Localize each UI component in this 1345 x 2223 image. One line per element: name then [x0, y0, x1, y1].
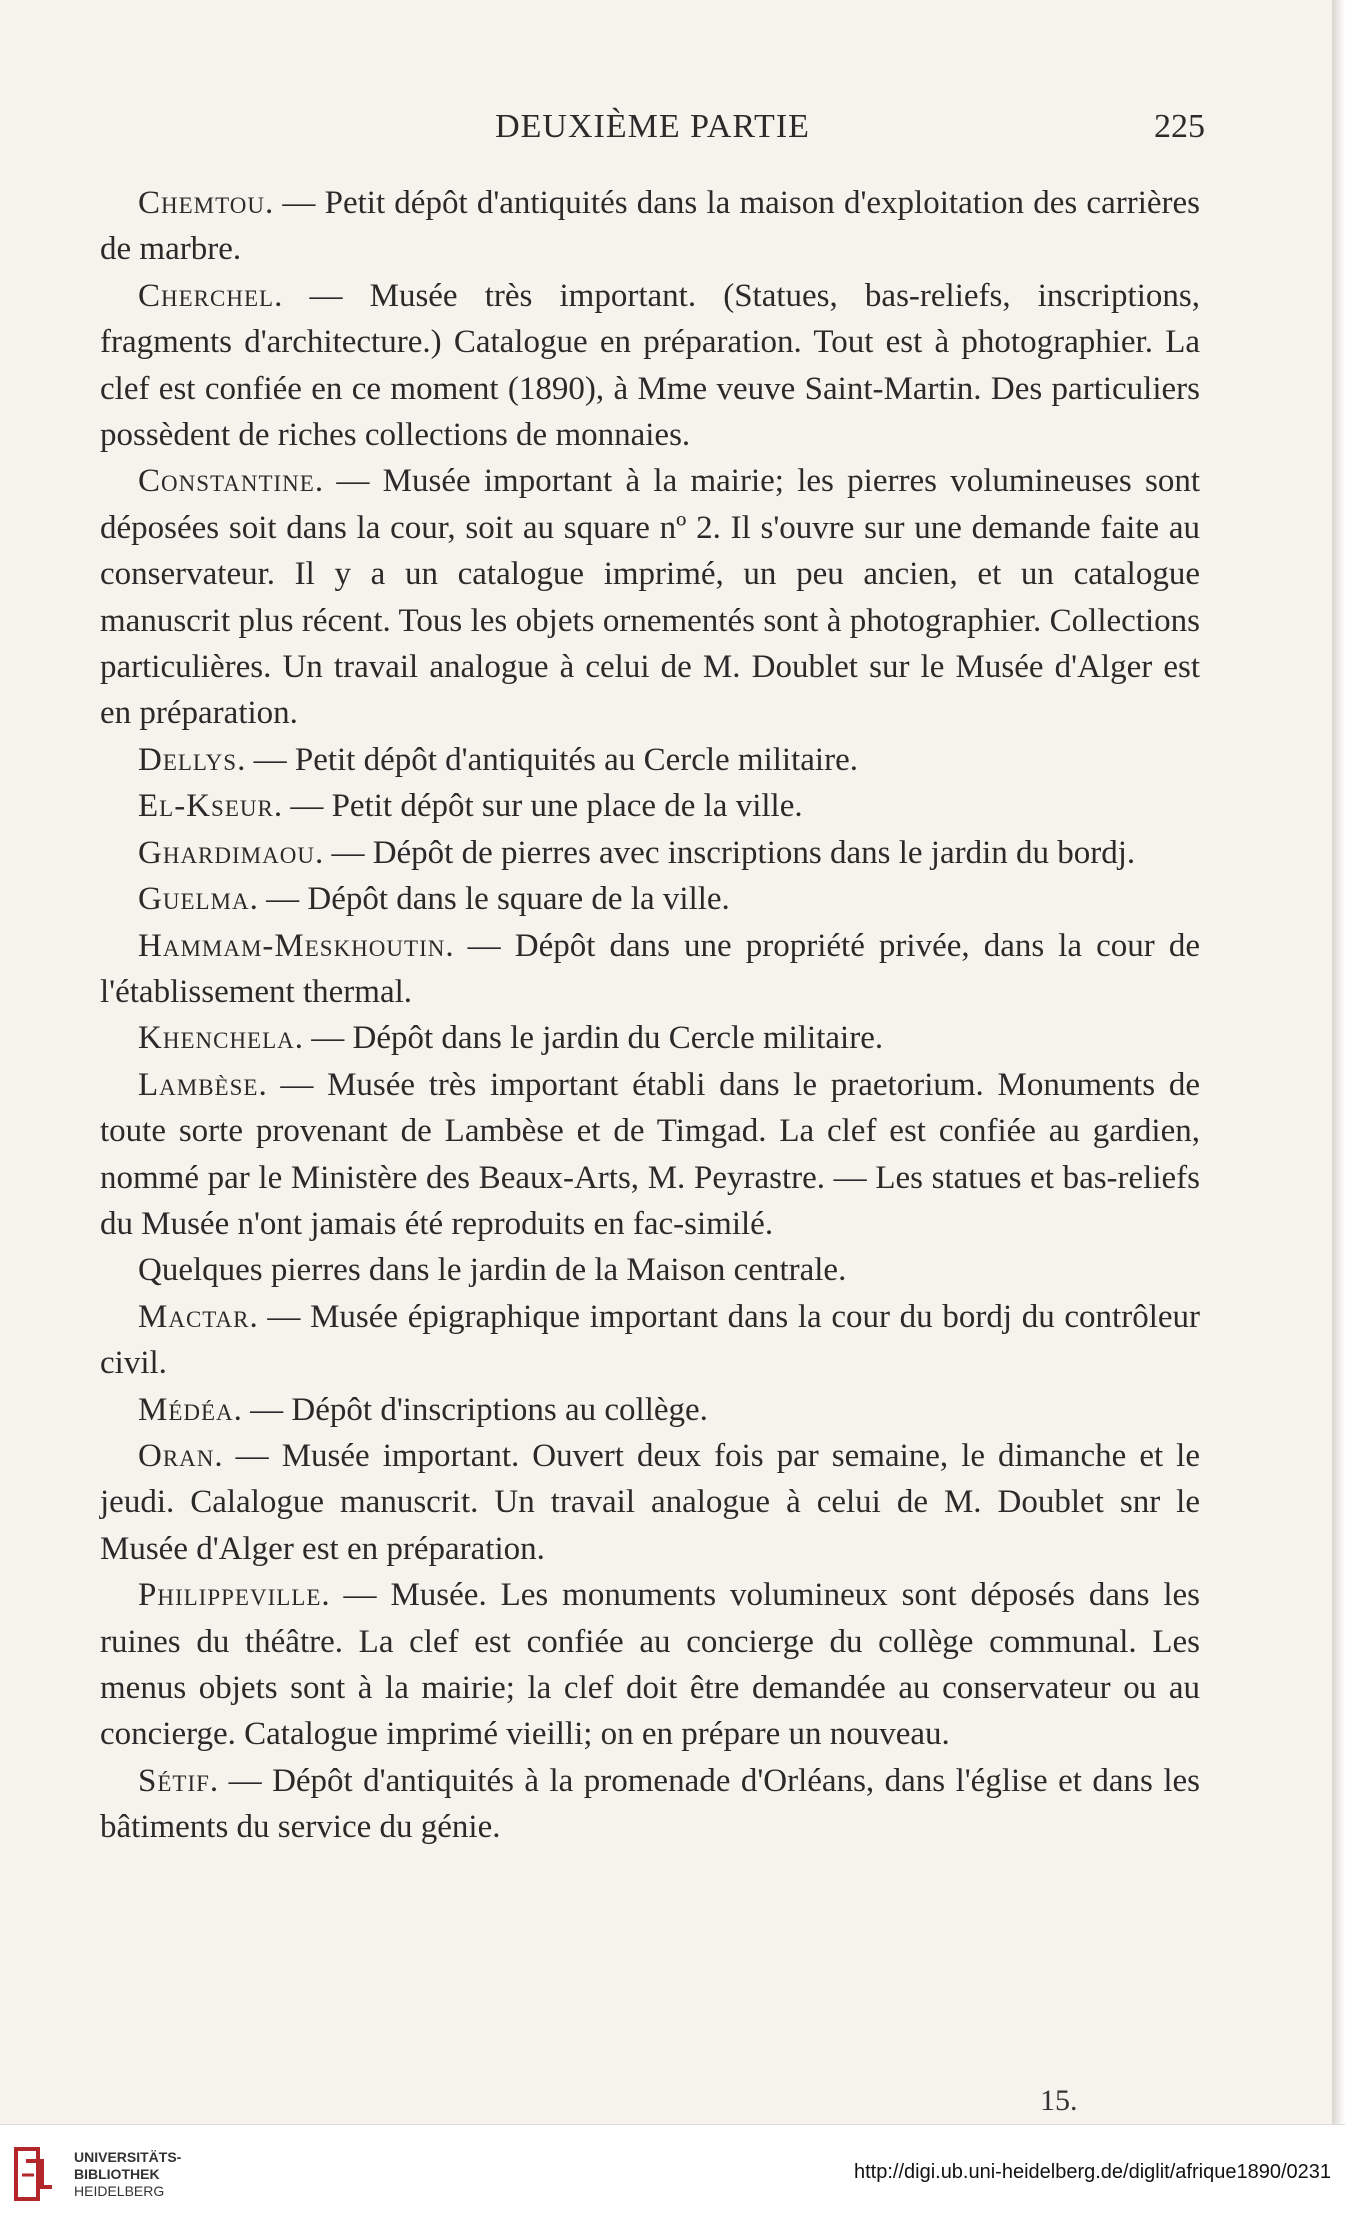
place-name: Oran — [138, 1437, 215, 1474]
entry-text: . — Dépôt de pierres avec inscriptions dans le jardin du bordj. — [314, 834, 1136, 871]
page-number: 225 — [1154, 108, 1205, 145]
place-name: El-Kseur — [138, 788, 274, 825]
library-logo-icon — [12, 2141, 56, 2207]
page-edge — [1332, 0, 1345, 2124]
entry-text: . — Musée important. Ouvert deux fois par semaine, le dimanche et le jeudi. Calalogue manuscrit. Un travail analogue à celui de M. Doublet snr le Musée d'Alger est en préparation. — [100, 1437, 1200, 1567]
entry-paragraph — [100, 1572, 1200, 1758]
place-name: Dellys — [138, 741, 238, 778]
place-name: Chemtou — [138, 185, 265, 221]
entry-paragraph — [100, 737, 1200, 783]
entry-paragraph — [100, 1758, 1200, 1851]
entry-text: . — Musée très important. (Statues, bas-reliefs, inscriptions, fragments d'architecture.) Catalogue en préparation. Tout est à photographier. La clef est confiée en ce moment (1890), à Mme veuve Saint-Martin. Des particuliers possèdent de riches collections de monnaies. — [100, 277, 1200, 454]
entry-text: . — Dépôt d'antiquités à la promenade d'Orléans, dans l'église et dans les bâtiments du service du génie. — [100, 1762, 1200, 1846]
place-name: Ghardimaou — [138, 834, 315, 871]
entry-text: . — Petit dépôt d'antiquités au Cercle militaire. — [237, 741, 858, 778]
signature-mark: 15. — [1040, 2084, 1078, 2117]
entry-text: . — Musée épigraphique important dans la cour du bordj du contrôleur civil. — [100, 1298, 1200, 1382]
place-name: Guelma — [138, 881, 250, 918]
source-url-link[interactable]: http://digi.ub.uni-heidelberg.de/diglit/afrique1890/0231 — [853, 2161, 1331, 2183]
entry-text: . — Petit dépôt sur une place de la ville. — [273, 788, 803, 825]
entry-text: . — Petit dépôt d'antiquités dans la maison d'exploitation des carrières de marbre. — [100, 185, 1200, 268]
entry-paragraph — [100, 1433, 1200, 1572]
place-name: Cherchel — [138, 277, 275, 314]
place-name: Mactar — [138, 1298, 250, 1335]
entry-text: . — Musée. Les monuments volumineux sont déposés dans les ruines du théâtre. La clef est confiée au concierge du collège communal. Les menus objets sont à la mairie; la clef doit être demandée au conservateur ou au concierge. Catalogue imprimé vieilli; on en prépare un nouveau. — [100, 1577, 1200, 1753]
entry-text: . — Dépôt d'inscriptions au collège. — [233, 1391, 708, 1428]
entry-paragraph — [100, 1247, 1200, 1293]
library-name-line2: BIBLIOTHEK — [74, 2166, 160, 2182]
place-name: Hammam-Meskhoutin — [138, 927, 446, 964]
footer-bar — [0, 2124, 1345, 2223]
place-name: Médéa — [138, 1391, 234, 1428]
entry-text: . — Musée important à la mairie; les pierres volumineuses sont déposées soit dans la cour, soit au square nº 2. Il s'ouvre sur une demande faite au conservateur. Il y a un catalogue imprimé, un peu ancien, et un catalogue manuscrit plus récent. Tous les objets ornementés sont à photographier. Collections particulières. Un travail analogue à celui de M. Doublet sur le Musée d'Alger est en préparation. — [100, 463, 1200, 732]
entry-text: . — Musée très important établi dans le praetorium. Monuments de toute sorte provenant de Lambèse et de Timgad. La clef est confiée au gardien, nommé par le Ministère des Beaux-Arts, M. Peyrastre. — Les statues et bas-reliefs du Musée n'ont jamais été reproduits en fac-similé. — [100, 1066, 1200, 1242]
entry-text: . — Dépôt dans le square de la ville. — [249, 881, 730, 918]
entry-paragraph — [100, 180, 1200, 273]
place-name: Lambèse — [138, 1066, 259, 1103]
entry-paragraph — [100, 273, 1200, 459]
entry-paragraph — [100, 783, 1200, 829]
entry-text: . — Dépôt dans le jardin du Cercle militaire. — [294, 1020, 884, 1057]
entry-text: . — Dépôt dans une propriété privée, dans la cour de l'établissement thermal. — [100, 927, 1200, 1010]
place-name: Sétif — [138, 1762, 210, 1799]
place-name: Constantine — [138, 463, 315, 500]
library-name — [74, 2149, 181, 2200]
entry-paragraph — [100, 923, 1200, 1016]
place-name: Khenchela — [138, 1020, 295, 1057]
library-name-line3: HEIDELBERG — [74, 2183, 165, 2199]
library-name-line1: UNIVERSITÄTS- — [74, 2149, 182, 2165]
entry-paragraph — [100, 458, 1200, 736]
entry-text: Quelques pierres dans le jardin de la Maison centrale. — [138, 1252, 847, 1289]
entry-paragraph — [100, 1015, 1200, 1061]
entry-paragraph — [100, 830, 1200, 876]
page-title: DEUXIÈME PARTIE — [495, 108, 810, 145]
running-head — [100, 108, 1205, 158]
entry-paragraph — [100, 1294, 1200, 1387]
entry-paragraph — [100, 1062, 1200, 1248]
entry-paragraph — [100, 876, 1200, 922]
entry-paragraph — [100, 1387, 1200, 1433]
place-name: Philippeville — [138, 1577, 322, 1614]
body-text — [100, 180, 1200, 1851]
